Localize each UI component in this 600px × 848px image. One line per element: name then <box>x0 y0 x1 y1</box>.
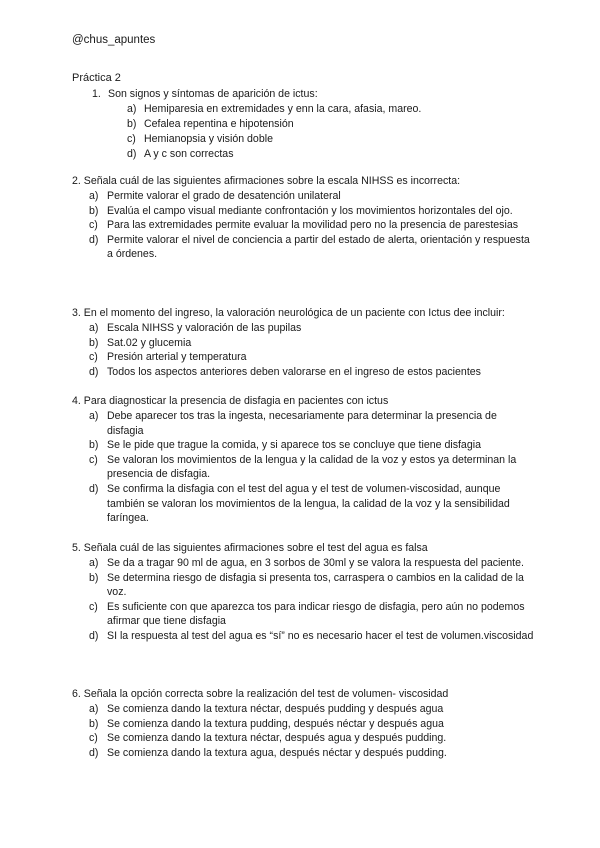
option-text: Permite valorar el grado de desatención unilateral <box>107 190 341 202</box>
option-letter: b) <box>89 336 99 349</box>
option-letter: c) <box>127 133 136 145</box>
option-a <box>72 556 534 571</box>
option-a <box>72 321 534 336</box>
option-c <box>72 132 542 147</box>
option-b <box>72 571 534 600</box>
option-letter: d) <box>89 233 99 246</box>
option-b <box>72 717 534 732</box>
option-letter: a) <box>89 557 99 569</box>
option-a <box>72 409 534 438</box>
question-1 <box>72 87 542 162</box>
option-letter: c) <box>89 219 98 232</box>
option-letter: c) <box>89 732 98 745</box>
question-2 <box>72 174 534 262</box>
option-d <box>72 482 534 526</box>
option-text: Se determina riesgo de disfagia si presenta tos, carraspera o cambios en la calidad de la voz. <box>107 571 524 599</box>
option-c <box>72 453 534 482</box>
option-text: Cefalea repentina e hipotensión <box>144 118 294 130</box>
option-letter: d) <box>89 746 99 759</box>
option-text: Es suficiente con que aparezca tos para indicar riesgo de disfagia, pero aún no podemos afirmar que tiene disfagia <box>107 600 525 628</box>
option-text: A y c son correctas <box>144 148 234 160</box>
option-letter: c) <box>89 453 98 466</box>
option-text: Se confirma la disfagia con el test del agua y el test de volumen-viscosidad, aunque también se valoran los movimientos de la lengua, la calidad de la voz y la sensibilidad faríngea. <box>107 482 510 525</box>
option-text: Debe aparecer tos tras la ingesta, necesariamente para determinar la presencia de disfagia <box>107 410 497 437</box>
option-b <box>72 204 534 219</box>
question-2-options <box>72 189 534 262</box>
option-a <box>72 189 534 204</box>
option-b <box>72 438 534 453</box>
option-letter: a) <box>89 410 99 422</box>
option-letter: c) <box>89 600 98 613</box>
option-b <box>72 336 534 351</box>
option-letter: b) <box>89 717 99 730</box>
option-letter: d) <box>89 482 99 495</box>
option-a <box>72 702 534 717</box>
question-1-number: 1. <box>92 88 101 100</box>
option-letter: b) <box>89 204 99 217</box>
question-6 <box>72 687 534 760</box>
question-1-text: Son signos y síntomas de aparición de ictus: <box>108 88 318 100</box>
option-text: Presión arterial y temperatura <box>107 351 247 364</box>
option-d <box>72 147 542 162</box>
option-text: Todos los aspectos anteriores deben valorarse en el ingreso de estos pacientes <box>107 365 481 378</box>
option-text: Se da a tragar 90 ml de agua, en 3 sorbos de 30ml y se valora la respuesta del paciente. <box>107 557 524 569</box>
option-text: Se comienza dando la textura néctar, después pudding y después agua <box>107 703 444 715</box>
option-text: Permite valorar el nivel de conciencia a partir del estado de alerta, orientación y respuesta a órdenes. <box>107 233 530 261</box>
option-text: Para las extremidades permite evaluar la movilidad pero no la presencia de parestesias <box>107 219 519 232</box>
option-d <box>72 629 534 644</box>
option-text: Sat.02 y glucemia <box>107 336 192 349</box>
option-c <box>72 350 534 365</box>
option-text: Evalúa el campo visual mediante confrontación y los movimientos horizontales del ojo. <box>107 204 513 217</box>
option-c <box>72 600 534 629</box>
question-3-text: 3. En el momento del ingreso, la valoración neurológica de un paciente con Ictus dee incluir: <box>72 307 505 319</box>
option-b <box>72 117 542 132</box>
question-4-options <box>72 409 534 526</box>
option-text: Se valoran los movimientos de la lengua y la calidad de la voz y estos ya determinan la presencia de disfagia. <box>107 453 517 481</box>
option-letter: d) <box>127 148 137 160</box>
option-letter: a) <box>89 703 99 715</box>
option-letter: b) <box>89 439 99 452</box>
option-text: Hemiparesia en extremidades y enn la cara, afasia, mareo. <box>144 103 422 115</box>
option-letter: b) <box>127 118 137 130</box>
option-text: Se comienza dando la textura agua, después néctar y después pudding. <box>107 746 447 759</box>
option-letter: b) <box>89 571 99 584</box>
option-d <box>72 233 534 262</box>
question-3-options <box>72 321 534 379</box>
question-3 <box>72 306 534 379</box>
option-a <box>72 102 542 117</box>
question-6-text: 6. Señala la opción correcta sobre la realización del test de volumen- viscosidad <box>72 688 449 700</box>
option-letter: d) <box>89 365 99 378</box>
option-text: Se comienza dando la textura pudding, después néctar y después agua <box>107 717 444 730</box>
option-text: SI la respuesta al test del agua es “sí” no es necesario hacer el test de volumen.viscosidad <box>107 629 534 642</box>
question-4 <box>72 394 534 526</box>
practice-title: Práctica 2 <box>72 72 121 84</box>
option-d <box>72 746 534 761</box>
author-handle: @chus_apuntes <box>72 34 156 46</box>
question-5 <box>72 541 534 644</box>
option-text: Se le pide que trague la comida, y si aparece tos se concluye que tiene disfagia <box>107 439 481 452</box>
option-letter: d) <box>89 629 99 642</box>
option-c <box>72 731 534 746</box>
option-letter: c) <box>89 351 98 364</box>
question-1-options <box>72 102 542 162</box>
option-text: Escala NIHSS y valoración de las pupilas <box>107 322 302 334</box>
question-5-text: 5. Señala cuál de las siguientes afirmaciones sobre el test del agua es falsa <box>72 542 428 554</box>
question-4-text: 4. Para diagnosticar la presencia de disfagia en pacientes con ictus <box>72 395 389 407</box>
option-letter: a) <box>127 103 137 115</box>
question-1-stem <box>72 87 542 102</box>
option-text: Hemianopsia y visión doble <box>144 133 273 145</box>
question-5-options <box>72 556 534 644</box>
question-2-text: 2. Señala cuál de las siguientes afirmaciones sobre la escala NIHSS es incorrecta: <box>72 175 461 187</box>
option-c <box>72 218 534 233</box>
option-d <box>72 365 534 380</box>
option-text: Se comienza dando la textura néctar, después agua y después pudding. <box>107 732 447 745</box>
option-letter: a) <box>89 322 99 334</box>
question-6-options <box>72 702 534 760</box>
option-letter: a) <box>89 190 99 202</box>
